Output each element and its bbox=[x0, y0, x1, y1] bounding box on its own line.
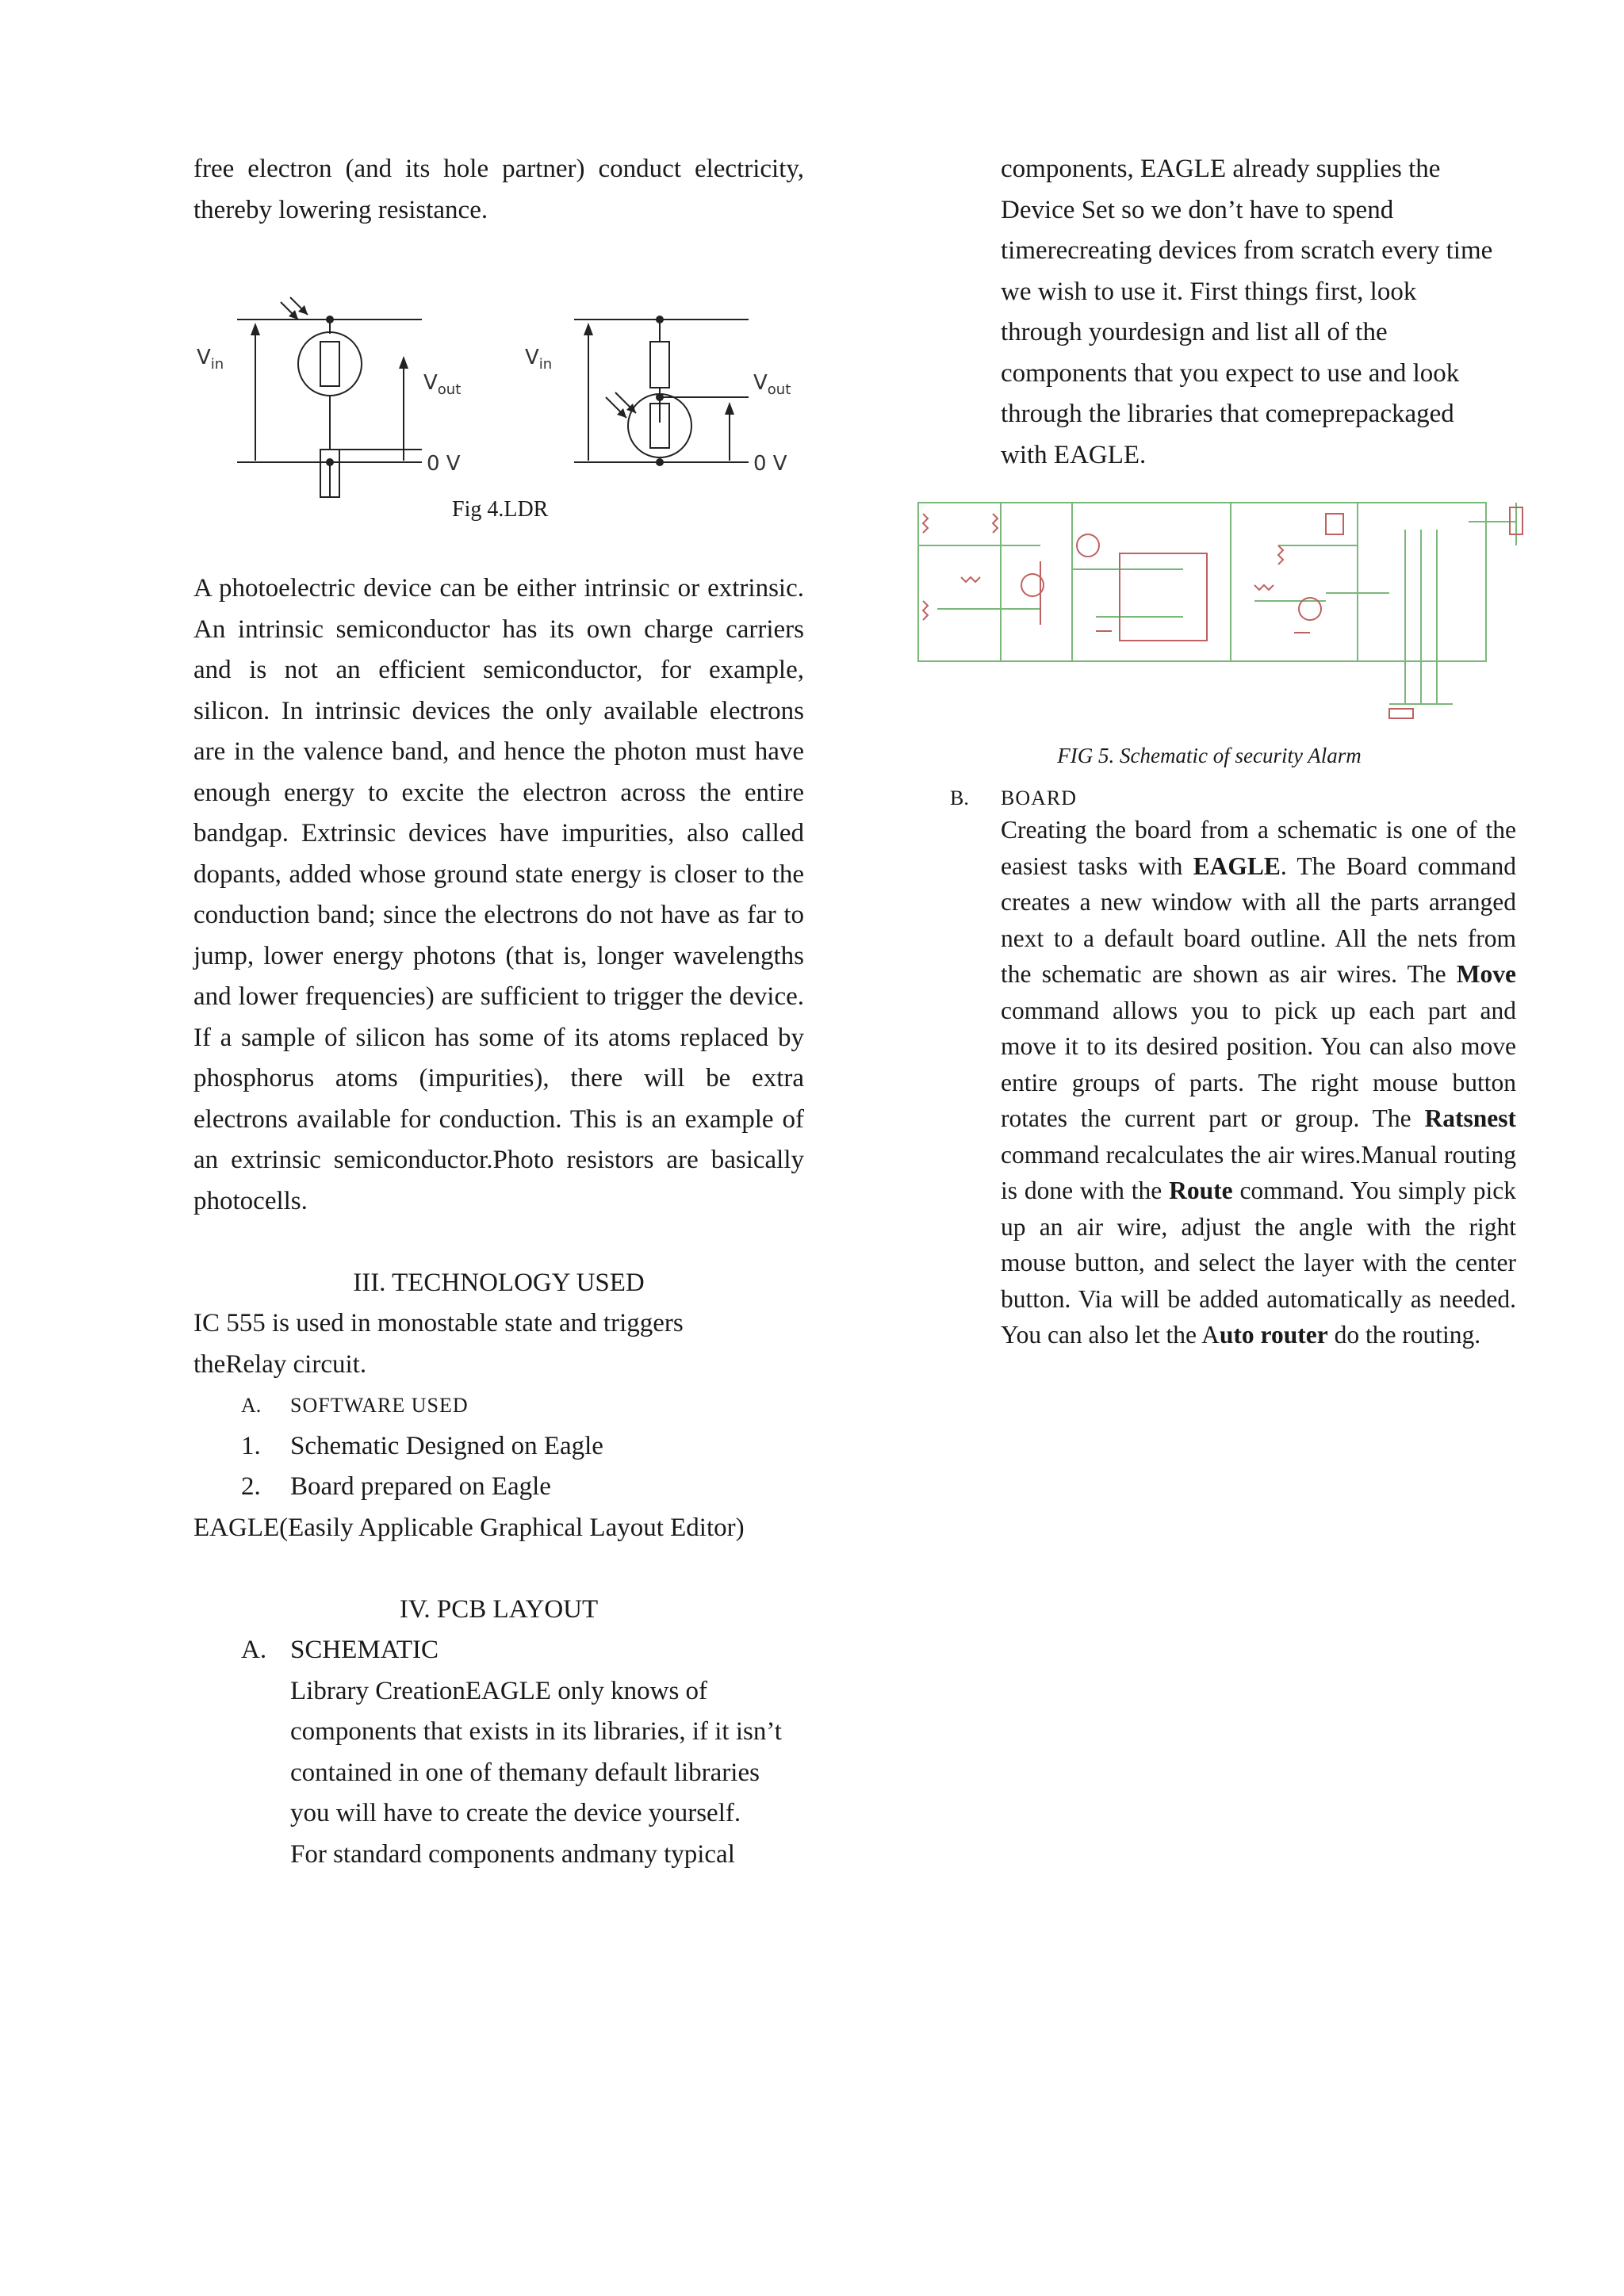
right-vout-label: $V_{out}$ bbox=[753, 371, 791, 398]
fig5-security-alarm-schematic bbox=[914, 498, 1540, 725]
left-ldr-resistor bbox=[320, 342, 339, 386]
left-vin-label: $V_{in}$ bbox=[197, 346, 224, 373]
left-vout-label: $V_{out}$ bbox=[423, 371, 462, 398]
left-column bbox=[193, 149, 804, 1875]
right-fixed-resistor bbox=[650, 342, 669, 388]
section3-line2: theRelay circuit. bbox=[193, 1349, 367, 1379]
right-vin-label: $V_{in}$ bbox=[525, 346, 553, 373]
board-paragraph: Creating the board from a schematic is one of the easiest tasks with EAGLE. The Board command creates a new window with all the parts arranged next to a default board outline. All the nets from the schematic are shown as air wires. The Move command allows you to pick up each part and move it to its desired position. You can also move entire groups of parts. The right mouse button rotates the current part or group. The Ratsnest command recalculates the air wires.Manual routing is done with the Route command. You simply pick up an air wire, adjust the angle with the right mouse button, and select the layer with the center button. Via will be added automatically as needed. You can also let the Auto router do the routing. bbox=[1001, 816, 1516, 1349]
eagle-definition: EAGLE(Easily Applicable Graphical Layout Editor) bbox=[193, 1513, 745, 1542]
schematic-title: SCHEMATIC bbox=[290, 1636, 439, 1664]
software-list bbox=[241, 1426, 804, 1508]
list-item: 1. Schematic Designed on Eagle bbox=[241, 1431, 603, 1460]
fig5-caption: FIG 5. Schematic of security Alarm bbox=[1057, 744, 1362, 767]
schematic-text: Library CreationEAGLE only knows of components that exists in its libraries, if it isn’t contained in one of themany default libraries you will have to create the device yourself. For standard components andmany typical bbox=[290, 1676, 782, 1869]
right-zero-label: 0 V bbox=[753, 452, 787, 476]
subsection-letter: A. bbox=[241, 1394, 262, 1417]
section3-heading: III. TECHNOLOGY USED bbox=[353, 1269, 645, 1297]
schematic-letter: A. bbox=[241, 1636, 267, 1664]
subsection-title: SOFTWARE USED bbox=[290, 1394, 469, 1417]
list-item: 2. Board prepared on Eagle bbox=[241, 1472, 551, 1501]
board-letter: B. bbox=[950, 786, 969, 809]
subsection-schematic bbox=[241, 1630, 804, 1671]
fig4-caption: Fig 4.LDR bbox=[452, 497, 549, 522]
section4-heading: IV. PCB LAYOUT bbox=[399, 1595, 599, 1624]
subsection-software bbox=[241, 1385, 804, 1426]
left-zero-label: 0 V bbox=[427, 452, 461, 476]
intro-paragraph: free electron (and its hole partner) conduct electricity, thereby lowering resistance. bbox=[193, 155, 804, 224]
ic-555 bbox=[1120, 553, 1207, 641]
schematic-continued: components, EAGLE already supplies the Device Set so we don’t have to spend timerecreating devices from scratch every time we wish to use it. First things first, look through yourdesign and list all of the components that you expect to use and look through the libraries that comeprepackaged with EAGLE. bbox=[1001, 155, 1493, 469]
photoelectric-paragraph: A photoelectric device can be either intrinsic or extrinsic. An intrinsic semiconductor has its own charge carriers and is not an efficient semiconductor, for example, silicon. In intrinsic devices the only available electrons are in the valence band, and hence the photon must have enough energy to excite the electron across the entire bandgap. Extrinsic devices have impurities, also called dopants, added whose ground state energy is closer to the conduction band; since the electrons do not have as far to jump, lower energy photons (that is, longer wavelengths and lower frequencies) are sufficient to trigger the device. If a sample of silicon has some of its atoms replaced by phosphorus atoms (impurities), there will be extra electrons available for conduction. This is an example of an extrinsic semiconductor.Photo resistors are basically photocells. bbox=[193, 574, 804, 1215]
board-title: BOARD bbox=[1001, 786, 1078, 809]
board-section bbox=[950, 785, 1516, 1353]
fig4-ldr-diagram bbox=[193, 231, 804, 524]
right-column bbox=[1001, 149, 1516, 476]
section3-line1: IC 555 is used in monostable state and triggers bbox=[193, 1309, 684, 1337]
board-heading bbox=[950, 785, 1516, 812]
